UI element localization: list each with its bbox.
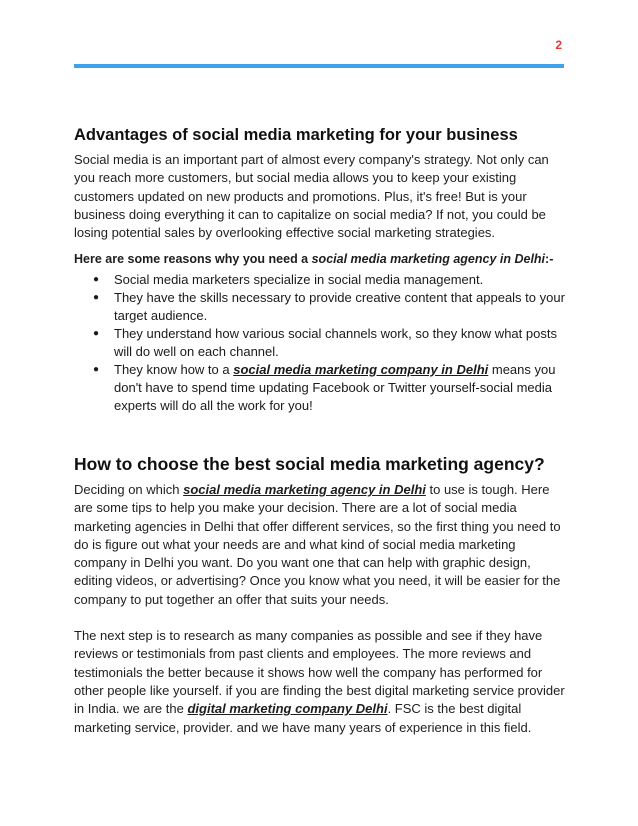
advantages-paragraph: Social media is an important part of almost every company's strategy. Not only can you reach more customers, but social media allows you to keep your existing customers updated on new products and promotions. Plus, it's free! But is your business doing everything it can to capitalize on social media? If not, you could be losing potential sales by overlooking effective social marketing strategies. xyxy=(74,152,549,241)
bullet4-suffix: means you don't have to spend time updating Facebook or Twitter yourself-social media experts will do all the work for you! xyxy=(114,361,556,413)
reasons-lead-prefix: Here are some reasons why you need a xyxy=(74,252,312,267)
p1-suffix: to use is tough. Here are some tips to help you make your decision. There are a lot of social media marketing agencies in Delhi that offer different services, so the first thing you need to do is figure out what your needs are and what kind of social media marketing company in Delhi you want. Do you want one that can help with graphic design, editing videos, or advertising? Once you know what you need, it will be easier for the company to put together an offer that suits your needs. xyxy=(74,482,561,607)
section-heading-advantages: Advantages of social media marketing for your business xyxy=(74,126,518,144)
section-advantages xyxy=(74,126,568,415)
link-digital-marketing-company-delhi[interactable]: digital marketing company Delhi xyxy=(187,701,388,717)
section-choose-agency xyxy=(74,454,568,737)
link-smm-agency-delhi[interactable]: social media marketing agency in Delhi xyxy=(183,482,426,497)
paragraph-gap xyxy=(74,609,568,627)
p2-suffix: . FSC is the best digital marketing service, provider. and we have many years of experience in this field. xyxy=(74,701,532,735)
p2-prefix: The next step is to research as many companies as possible and see if they have reviews or testimonials from past clients and employees. The more reviews and testimonials the better because it shows how well the company has performed for other people like yourself. if you are finding the best digital marketing service provider in India. we are the xyxy=(74,628,565,717)
list-item: ● They understand how various social channels work, so they know what posts will do well on each channel. xyxy=(114,325,568,361)
list-item: ● Social media marketers specialize in social media management. xyxy=(114,271,568,289)
reasons-lead xyxy=(74,250,568,268)
reasons-list xyxy=(74,271,568,415)
p1-prefix: Deciding on which xyxy=(74,482,184,497)
reasons-lead-suffix: :- xyxy=(545,252,554,267)
page-number: 2 xyxy=(555,38,562,52)
choose-paragraph-2 xyxy=(74,627,568,737)
header-rule xyxy=(74,64,564,68)
choose-paragraph-1 xyxy=(74,481,568,609)
reasons-lead-emphasis: social media marketing agency in Delhi xyxy=(311,252,546,267)
list-item: ● They have the skills necessary to provide creative content that appeals to your target audience. xyxy=(114,289,568,325)
section-heading-choose-agency: How to choose the best social media marketing agency? xyxy=(74,454,545,474)
link-smm-company-delhi[interactable]: social media marketing company in Delhi xyxy=(233,361,489,377)
list-item xyxy=(114,361,568,415)
bullet4-prefix: They know how to a xyxy=(114,361,234,377)
